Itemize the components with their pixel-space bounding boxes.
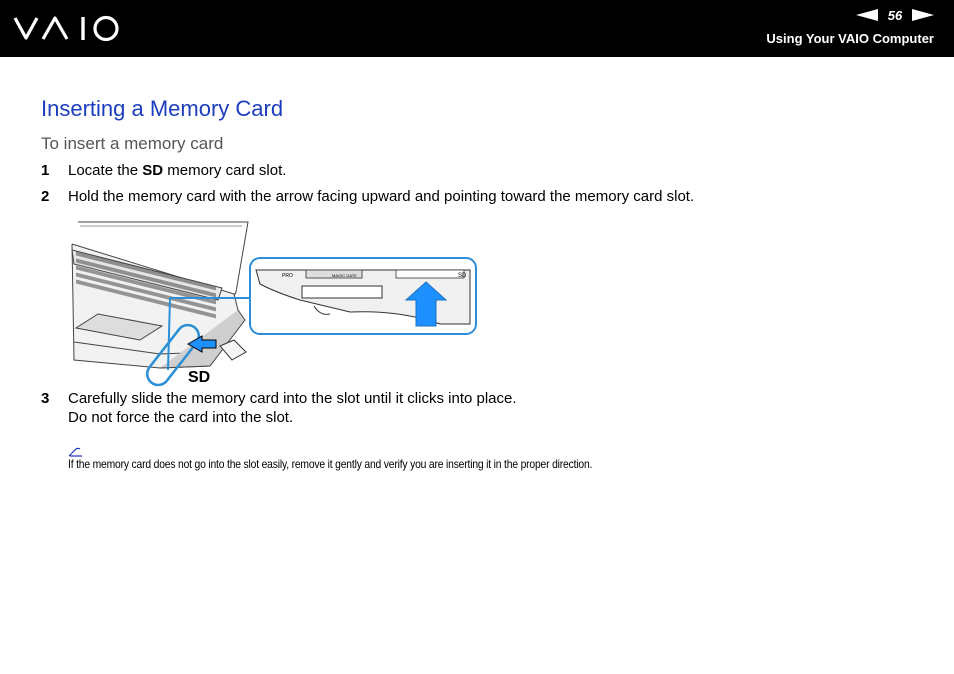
pro-slot-label: PRO — [282, 273, 293, 279]
step-text-continued: Do not force the card into the slot. — [68, 409, 294, 426]
page-number: 56 — [887, 7, 903, 23]
section-title: Using Your VAIO Computer — [766, 31, 934, 46]
sd-callout-label: SD — [188, 369, 211, 386]
memory-card-slot-illustration — [70, 220, 480, 388]
step-text: Hold the memory card with the arrow facing upward and pointing toward the memory card slot. — [68, 188, 695, 205]
sd-slot-label: SD — [458, 273, 467, 279]
sd-term: SD — [142, 162, 164, 179]
note-text: If the memory card does not go into the slot easily, remove it gently and verify you are inserting it in the proper direction. — [68, 457, 593, 471]
vaio-logo — [13, 14, 121, 42]
step-text: Carefully slide the memory card into the slot until it clicks into place. — [68, 390, 517, 407]
page-navigation — [856, 7, 934, 23]
note-pencil-icon — [68, 445, 84, 457]
step-number: 3 — [41, 390, 50, 407]
step-number: 2 — [41, 188, 50, 205]
previous-page-arrow-icon[interactable] — [856, 9, 878, 21]
page-title: Inserting a Memory Card — [41, 96, 284, 121]
procedure-heading: To insert a memory card — [41, 134, 224, 153]
next-page-arrow-icon[interactable] — [912, 9, 934, 21]
page-header — [0, 0, 954, 57]
step-text: Locate the SD memory card slot. — [68, 162, 287, 179]
step-number: 1 — [41, 162, 50, 179]
magicgate-slot-label: MAGIC GATE — [332, 273, 357, 278]
